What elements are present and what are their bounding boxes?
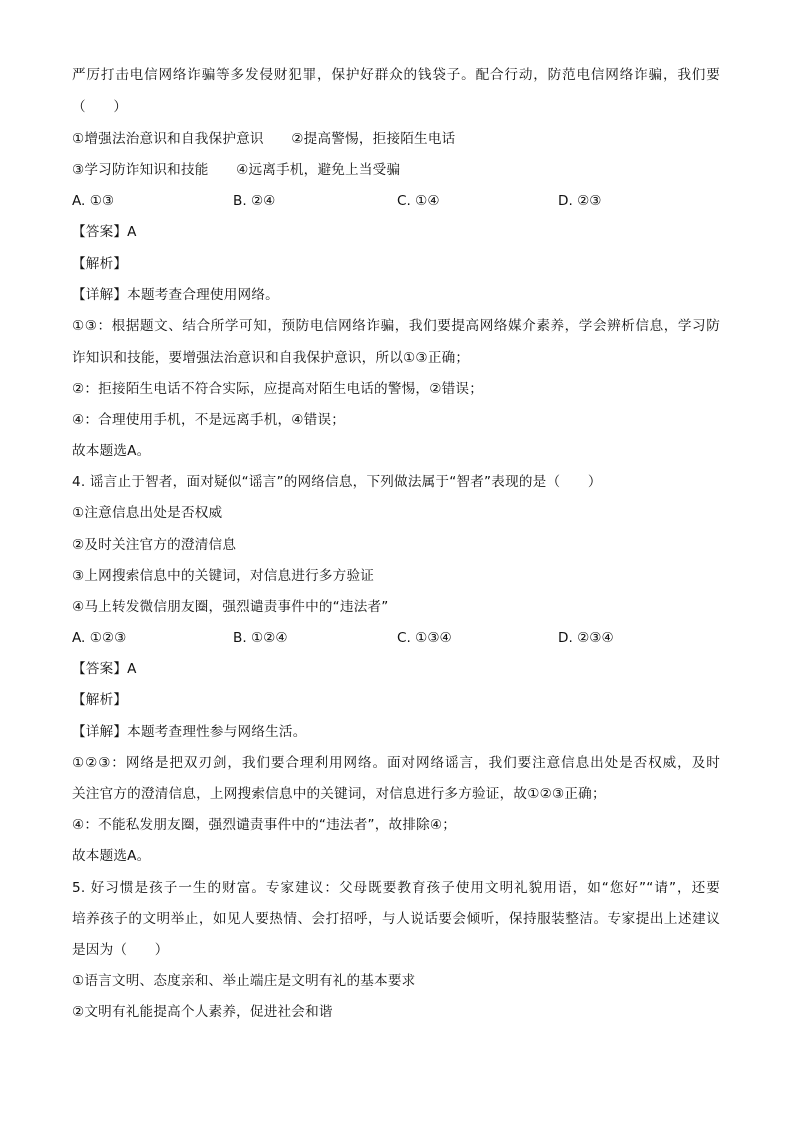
q3-stem-line2: （ ） [72, 99, 128, 115]
q4-option-c: C. ①③④ [397, 630, 452, 646]
q4-option-d: D. ②③④ [558, 630, 614, 646]
q4-explanation-1-line2: 关注官方的澄清信息，上网搜索信息中的关键词，对信息进行多方验证，故①②③正确； [72, 786, 606, 802]
q3-option-d: D. ②③ [558, 193, 602, 209]
q4-analysis-label: 【解析】 [72, 692, 128, 708]
q4-detail: 【详解】本题考查理性参与网络生活。 [72, 724, 307, 740]
q3-options [72, 191, 722, 211]
q4-stem: 4. 谣言止于智者，面对疑似“谣言”的网络信息，下列做法属于“智者”表现的是（ ） [72, 474, 602, 490]
q5-stem-line1: 5. 好习惯是孩子一生的财富。专家建议：父母既要教育孩子使用文明礼貌用语，如“您好”“请”，还要 [72, 880, 720, 896]
q3-statement-line1: ①增强法治意识和自我保护意识 ②提高警惕，拒接陌生电话 [72, 131, 456, 147]
q4-statement-4: ④马上转发微信朋友圈，强烈谴责事件中的“违法者” [72, 599, 389, 615]
q4-explanation-1-line1: ①②③：网络是把双刃剑，我们要合理利用网络。面对网络谣言，我们要注意信息出处是否权威，及时 [72, 755, 720, 771]
q3-detail: 【详解】本题考查合理使用网络。 [72, 287, 279, 303]
q3-explanation-2: ②：拒接陌生电话不符合实际，应提高对陌生电话的警惕，②错误； [72, 381, 483, 397]
q4-statement-3: ③上网搜索信息中的关键词，对信息进行多方验证 [72, 568, 375, 584]
q3-analysis-label: 【解析】 [72, 256, 128, 272]
q4-answer: 【答案】A [72, 661, 137, 677]
q3-explanation-3: ④：合理使用手机，不是远离手机，④错误； [72, 412, 346, 428]
q3-answer: 【答案】A [72, 224, 137, 240]
q3-option-b: B. ②④ [233, 193, 276, 209]
q4-option-a: A. ①②③ [72, 630, 127, 646]
q3-explanation-1-line2: 诈知识和技能，要增强法治意识和自我保护意识，所以①③正确； [72, 350, 470, 366]
q3-conclusion: 故本题选A。 [72, 443, 151, 459]
q4-conclusion: 故本题选A。 [72, 848, 151, 864]
q3-statement-line2: ③学习防诈知识和技能 ④远离手机，避免上当受骗 [72, 162, 401, 178]
q4-option-b: B. ①②④ [233, 630, 288, 646]
q3-option-a: A. ①③ [72, 193, 115, 209]
q3-option-c: C. ①④ [397, 193, 440, 209]
q3-explanation-1-line1: ①③：根据题文、结合所学可知，预防电信网络诈骗，我们要提高网络媒介素养，学会辨析信息，学习防 [72, 318, 720, 334]
q4-statement-1: ①注意信息出处是否权威 [72, 505, 223, 521]
q5-stem-line3: 是因为（ ） [72, 942, 169, 958]
q4-statement-2: ②及时关注官方的澄清信息 [72, 537, 237, 553]
q4-options [72, 628, 722, 648]
q4-explanation-2: ④：不能私发朋友圈，强烈谴责事件中的“违法者”，故排除④； [72, 817, 457, 833]
q5-statement-2: ②文明有礼能提高个人素养，促进社会和谐 [72, 1004, 333, 1020]
q3-stem-line1: 严厉打击电信网络诈骗等多发侵财犯罪，保护好群众的钱袋子。配合行动，防范电信网络诈骗，我们要 [72, 67, 720, 83]
q5-statement-1: ①语言文明、态度亲和、举止端庄是文明有礼的基本要求 [72, 973, 416, 989]
q5-stem-line2: 培养孩子的文明举止，如见人要热情、会打招呼，与人说话要会倾听，保持服装整洁。专家提出上述建议 [72, 911, 720, 927]
